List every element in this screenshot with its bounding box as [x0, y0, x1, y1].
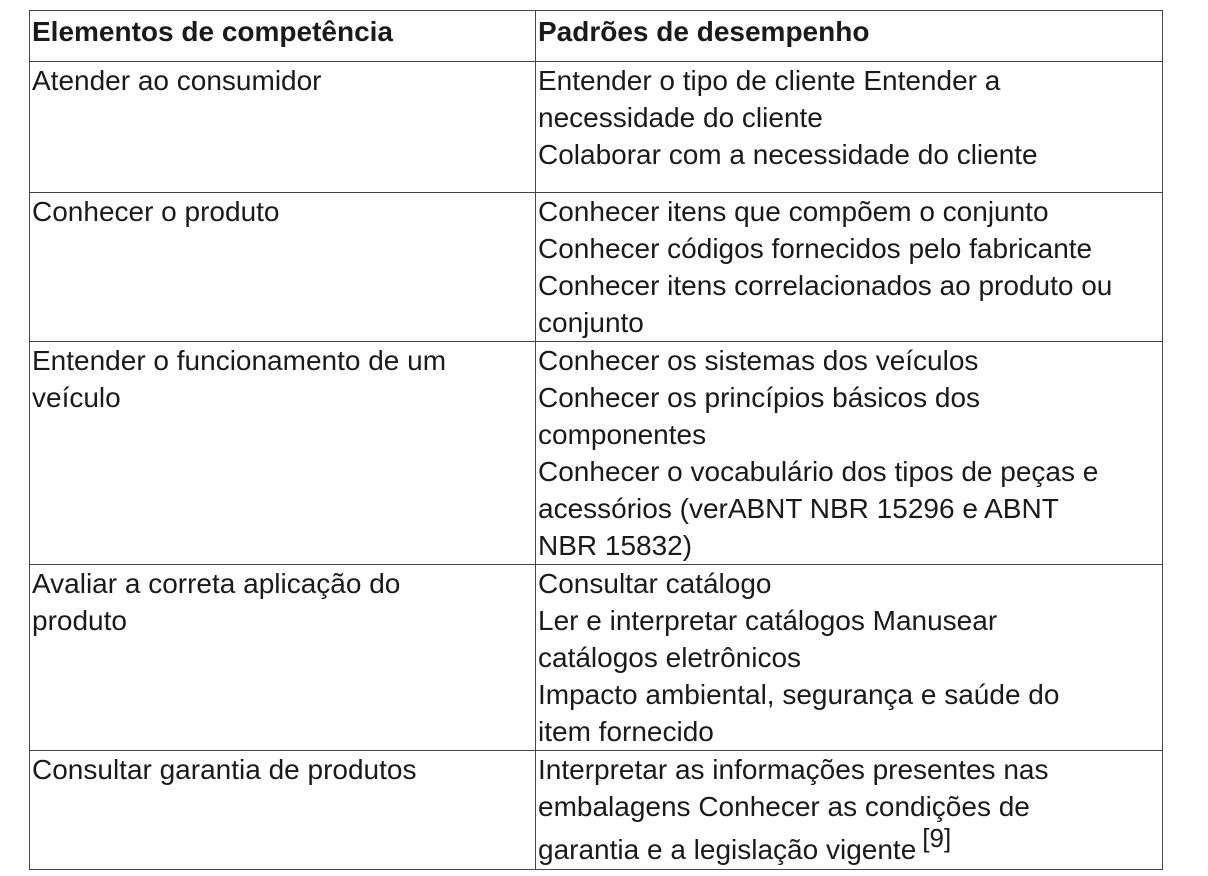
- performance-standard-cell: [536, 193, 1163, 342]
- table-row: [30, 62, 1163, 193]
- cell-text-line: produto: [32, 605, 127, 636]
- cell-text-line: NBR 15832): [538, 530, 693, 561]
- performance-standard-cell: [536, 342, 1163, 565]
- performance-standard-cell: [536, 62, 1163, 193]
- cell-text-line: Conhecer códigos fornecidos pelo fabricante: [538, 233, 1093, 264]
- competency-table: [29, 10, 1163, 870]
- cell-text-line: Entender o funcionamento de um: [32, 345, 447, 376]
- cell-text-line: acessórios (verABNT NBR 15296 e ABNT: [538, 493, 1059, 524]
- cell-text-line: Colaborar com a necessidade do cliente: [538, 139, 1038, 170]
- table-row: [30, 342, 1163, 565]
- cell-text-line: veículo: [32, 382, 121, 413]
- reference-marker: [9]: [922, 823, 952, 853]
- cell-text-line: Consultar garantia de produtos: [32, 754, 417, 785]
- cell-text-line: Avaliar a correta aplicação do: [32, 568, 401, 599]
- performance-standard-cell: [536, 751, 1163, 870]
- table-row: [30, 565, 1163, 751]
- column-header-elements: Elementos de competência: [30, 11, 536, 62]
- cell-text-line: Impacto ambiental, segurança e saúde do: [538, 679, 1060, 710]
- cell-text-line: Conhecer o vocabulário dos tipos de peças e: [538, 456, 1099, 487]
- cell-text-line: catálogos eletrônicos: [538, 642, 802, 673]
- table-row: [30, 193, 1163, 342]
- cell-text-line: conjunto: [538, 307, 644, 338]
- cell-text-line: Entender o tipo de cliente Entender a: [538, 65, 1001, 96]
- cell-text-line: item fornecido: [538, 716, 714, 747]
- cell-text: garantia e a legislação vigente: [538, 834, 917, 865]
- competency-element-cell: [30, 342, 536, 565]
- column-header-standards: Padrões de desempenho: [536, 11, 1163, 62]
- performance-standard-cell: [536, 565, 1163, 751]
- competency-element-cell: [30, 565, 536, 751]
- cell-text-line: Atender ao consumidor: [32, 65, 322, 96]
- cell-text-line: necessidade do cliente: [538, 102, 823, 133]
- table-row: [30, 751, 1163, 870]
- cell-text-line-with-reference: [538, 823, 1162, 868]
- cell-text-line: Conhecer o produto: [32, 196, 280, 227]
- cell-text-line: Interpretar as informações presentes nas: [538, 754, 1049, 785]
- cell-text-line: Consultar catálogo: [538, 568, 772, 599]
- cell-text-line: Conhecer itens correlacionados ao produto ou: [538, 270, 1113, 301]
- cell-text-line: Conhecer os sistemas dos veículos: [538, 345, 979, 376]
- cell-text-line: embalagens Conhecer as condições de: [538, 791, 1030, 822]
- competency-element-cell: [30, 193, 536, 342]
- competency-element-cell: [30, 751, 536, 870]
- table-header-row: [30, 11, 1163, 62]
- competency-element-cell: [30, 62, 536, 193]
- cell-text-line: Conhecer os princípios básicos dos: [538, 382, 981, 413]
- cell-text-line: componentes: [538, 419, 707, 450]
- cell-text-line: Conhecer itens que compõem o conjunto: [538, 196, 1049, 227]
- cell-text-line: Ler e interpretar catálogos Manusear: [538, 605, 998, 636]
